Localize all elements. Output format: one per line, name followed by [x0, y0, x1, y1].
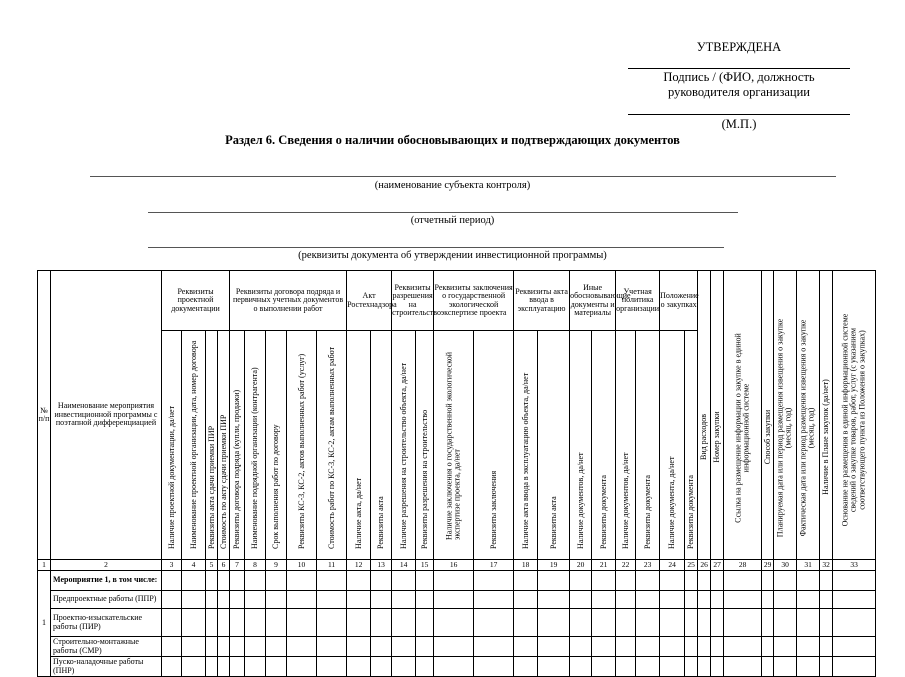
table-cell: [434, 637, 474, 657]
table-cell: [416, 571, 434, 591]
sub-column: Стоимость работ по КС-3, КС-2, актам выполненных работ: [317, 331, 347, 560]
table-cell: [616, 609, 636, 637]
column-purchase-number: Номер закупки: [711, 271, 724, 560]
table-cell: [636, 609, 660, 637]
column-number: № п/п: [38, 271, 51, 560]
table-cell: [371, 609, 392, 637]
table-cell: [371, 591, 392, 609]
table-cell: [636, 571, 660, 591]
row-event-name: Проектно-изыскательские работы (ПИР): [51, 609, 162, 637]
group-contract: Реквизиты договора подряда и первичных учетных документов о выполнении работ: [230, 271, 347, 331]
table-cell: [685, 609, 698, 637]
sub-column: Реквизиты разрешения на строительство: [416, 331, 434, 560]
table-cell: [287, 609, 317, 637]
table-cell: [266, 591, 287, 609]
row-event-name: Предпроектные работы (ППР): [51, 591, 162, 609]
table-cell: [287, 657, 317, 677]
table-cell: [514, 657, 538, 677]
table-row: [38, 571, 876, 591]
table-row: [38, 657, 876, 677]
table-cell: [245, 609, 266, 637]
table-cell: [797, 637, 820, 657]
table-cell: [317, 637, 347, 657]
table-cell: [833, 571, 876, 591]
table-cell: [797, 609, 820, 637]
period-line: [148, 212, 738, 213]
group-design-docs: Реквизиты проектной документации: [162, 271, 230, 331]
column-expense-type: Вид расходов: [698, 271, 711, 560]
table-cell: [698, 609, 711, 637]
table-cell: [287, 591, 317, 609]
table-cell: [762, 571, 774, 591]
table-cell: [218, 637, 230, 657]
column-purchase-method: Способ закупки: [762, 271, 774, 560]
table-cell: [711, 571, 724, 591]
column-non-placement-basis: Основание не размещения в единой информационной системе сведений о закупке товаров, работ, услуг (с указанием соответствующего пункта из Положения о закупках): [833, 271, 876, 560]
table-cell: [317, 571, 347, 591]
table-cell: [474, 571, 514, 591]
sub-column: Наличие проектной документации, да/нет: [162, 331, 182, 560]
table-cell: [266, 609, 287, 637]
subject-caption: (наименование субъекта контроля): [374, 180, 531, 191]
table-cell: [797, 657, 820, 677]
table-cell: [592, 571, 616, 591]
table-cell: [774, 637, 797, 657]
table-cell: [698, 637, 711, 657]
table-cell: [392, 571, 416, 591]
table-cell: [820, 637, 833, 657]
table-cell: [317, 657, 347, 677]
sub-column: Реквизиты документа: [685, 331, 698, 560]
table-cell: [218, 571, 230, 591]
table-cell: [570, 591, 592, 609]
table-cell: [820, 609, 833, 637]
table-cell: [162, 637, 182, 657]
table-cell: [317, 609, 347, 637]
table-cell: [660, 657, 685, 677]
group-building-permit: Реквизиты разрешения на строительство: [392, 271, 434, 331]
table-cell: [636, 591, 660, 609]
table-cell: [245, 657, 266, 677]
group-accounting: Учетная политика организации: [616, 271, 660, 331]
table-cell: [660, 609, 685, 637]
table-cell: [514, 609, 538, 637]
table-cell: [762, 657, 774, 677]
sub-column: Реквизиты договора подряда (купли, продажи): [230, 331, 245, 560]
column-planned-date: Планируемая дата или период размещения извещения о закупке (месяц, год): [774, 271, 797, 560]
column-eis-link: Ссылка на размещение информации о закупке в единой информационной системе: [724, 271, 762, 560]
table-cell: [711, 609, 724, 637]
row-number: 1: [38, 571, 51, 677]
table-cell: [347, 637, 371, 657]
group-other-docs: Иные обосновывающие документы и материалы: [570, 271, 616, 331]
table-cell: [434, 571, 474, 591]
table-cell: [592, 591, 616, 609]
table-cell: [538, 571, 570, 591]
table-cell: [347, 571, 371, 591]
table-cell: [347, 609, 371, 637]
sub-column: Наличие документа, да/нет: [660, 331, 685, 560]
table-cell: [762, 591, 774, 609]
table-cell: [762, 609, 774, 637]
table-cell: [162, 591, 182, 609]
table-cell: [774, 591, 797, 609]
group-rostekhnadzor: Акт Ростехнадзора: [347, 271, 392, 331]
approval-title: УТВЕРЖДЕНА: [696, 40, 782, 54]
table-cell: [230, 657, 245, 677]
table-cell: [698, 591, 711, 609]
table-cell: [616, 657, 636, 677]
table-cell: [724, 637, 762, 657]
table-row: [38, 637, 876, 657]
table-cell: [245, 637, 266, 657]
table-cell: [474, 637, 514, 657]
period-caption: (отчетный период): [410, 215, 495, 226]
stamp-caption: (М.П.): [721, 117, 757, 131]
table-cell: [347, 657, 371, 677]
table-cell: [206, 657, 218, 677]
sub-column: Наличие акта ввода в эксплуатацию объекта, да/нет: [514, 331, 538, 560]
table-cell: [636, 637, 660, 657]
sub-column: Реквизиты акта: [371, 331, 392, 560]
sub-column: Срок выполнения работ по договору: [266, 331, 287, 560]
sub-column: Наличие акта, да/нет: [347, 331, 371, 560]
table-cell: [245, 591, 266, 609]
table-cell: [660, 591, 685, 609]
table-cell: [820, 591, 833, 609]
sub-column: Реквизиты документа: [592, 331, 616, 560]
table-cell: [570, 609, 592, 637]
stamp-line: [628, 114, 850, 115]
table-cell: [162, 609, 182, 637]
sub-column: Реквизиты КС-3, КС-2, актов выполненных работ (услуг): [287, 331, 317, 560]
table-cell: [218, 591, 230, 609]
table-cell: [218, 609, 230, 637]
table-cell: [538, 591, 570, 609]
table-cell: [514, 571, 538, 591]
table-cell: [685, 571, 698, 591]
table-cell: [797, 591, 820, 609]
sub-column: Наименование подрядной организации (контрагента): [245, 331, 266, 560]
row-event-name: Мероприятие 1, в том числе:: [51, 571, 162, 591]
table-cell: [474, 657, 514, 677]
table-cell: [245, 571, 266, 591]
table-row: [38, 609, 876, 637]
table-cell: [538, 657, 570, 677]
table-cell: [230, 591, 245, 609]
table-cell: [774, 657, 797, 677]
table-cell: [392, 657, 416, 677]
program-caption: (реквизиты документа об утверждении инвестиционной программы): [298, 250, 607, 261]
row-event-name: Строительно-монтажные работы (СМР): [51, 637, 162, 657]
sub-column: Наличие документов, да/нет: [616, 331, 636, 560]
table-cell: [182, 591, 206, 609]
sub-column: Реквизиты заключения: [474, 331, 514, 560]
table-cell: [616, 637, 636, 657]
table-cell: [592, 609, 616, 637]
table-cell: [685, 637, 698, 657]
table-cell: [660, 571, 685, 591]
table-cell: [724, 591, 762, 609]
table-cell: [820, 657, 833, 677]
table-cell: [538, 609, 570, 637]
table-cell: [416, 609, 434, 637]
table-cell: [774, 609, 797, 637]
table-row: [38, 591, 876, 609]
table-cell: [230, 637, 245, 657]
table-cell: [266, 571, 287, 591]
sub-column: Наличие документов, да/нет: [570, 331, 592, 560]
table-cell: [724, 657, 762, 677]
table-cell: [474, 609, 514, 637]
program-line: [148, 247, 724, 248]
column-event-name: Наименование мероприятия инвестиционной программы с поэтапной дифференциацией: [51, 271, 162, 560]
table-cell: [392, 637, 416, 657]
table-cell: [514, 591, 538, 609]
table-cell: [570, 637, 592, 657]
table-cell: [182, 609, 206, 637]
table-cell: [416, 591, 434, 609]
table-cell: [685, 591, 698, 609]
column-in-plan: Наличие в Плане закупок (да/нет): [820, 271, 833, 560]
table-cell: [724, 571, 762, 591]
table-cell: [833, 591, 876, 609]
column-actual-date: Фактическая дата или период размещения извещения о закупке (месяц, год): [797, 271, 820, 560]
table-cell: [592, 637, 616, 657]
sub-column: Наличие разрешения на строительство объекта, да/нет: [392, 331, 416, 560]
table-cell: [698, 571, 711, 591]
table-cell: [570, 571, 592, 591]
table-cell: [182, 637, 206, 657]
table-cell: [206, 609, 218, 637]
signature-caption: Подпись / (ФИО, должность руководителя организации: [663, 70, 815, 99]
table-cell: [434, 609, 474, 637]
table-cell: [266, 637, 287, 657]
table-cell: [230, 571, 245, 591]
column-numbers-row: 1 2 3 4 5 6 7 8 9 10 11 12 13 14 15 16 17 18 19 20 21 22 23 24 25 26 27 28 29 30 31 32 33: [38, 560, 876, 571]
group-ecology: Реквизиты заключения о государственной экологической экспертизе проекта: [434, 271, 514, 331]
sub-column: Реквизиты акта: [538, 331, 570, 560]
table-cell: [434, 657, 474, 677]
group-procurement: Положение о закупках: [660, 271, 698, 331]
table-cell: [474, 591, 514, 609]
table-cell: [711, 637, 724, 657]
table-cell: [592, 657, 616, 677]
table-cell: [218, 657, 230, 677]
table-cell: [317, 591, 347, 609]
table-cell: [230, 609, 245, 637]
table-cell: [660, 637, 685, 657]
table-cell: [371, 571, 392, 591]
table-cell: [182, 657, 206, 677]
table-cell: [762, 637, 774, 657]
table-cell: [162, 571, 182, 591]
table-cell: [833, 609, 876, 637]
table-cell: [636, 657, 660, 677]
signature-line: [628, 68, 850, 69]
table-cell: [616, 571, 636, 591]
table-cell: [162, 657, 182, 677]
sub-column: Стоимость по акту сдачи приемки ПИР: [218, 331, 230, 560]
table-cell: [347, 591, 371, 609]
table-cell: [698, 657, 711, 677]
section-title: Раздел 6. Сведения о наличии обосновывающих и подтверждающих документов: [225, 133, 680, 147]
table-cell: [287, 571, 317, 591]
table-cell: [820, 571, 833, 591]
table-cell: [724, 609, 762, 637]
group-commissioning: Реквизиты акта ввода в эксплуатацию: [514, 271, 570, 331]
table-cell: [416, 637, 434, 657]
table-cell: [774, 571, 797, 591]
table-cell: [371, 657, 392, 677]
table-cell: [685, 657, 698, 677]
sub-column: Наличие заключения о государственной экологической экспертизе проекта, да/нет: [434, 331, 474, 560]
row-event-name: Пуско-наладочные работы (ПНР): [51, 657, 162, 677]
table-cell: [182, 571, 206, 591]
table-cell: [616, 591, 636, 609]
table-cell: [371, 637, 392, 657]
table-cell: [392, 609, 416, 637]
table-cell: [416, 657, 434, 677]
table-cell: [206, 571, 218, 591]
documents-table: [37, 270, 876, 677]
table-cell: [797, 571, 820, 591]
sub-column: Наименование проектной организации, дата, номер договора: [182, 331, 206, 560]
table-cell: [833, 637, 876, 657]
table-cell: [711, 657, 724, 677]
subject-line: [90, 176, 836, 177]
table-cell: [538, 637, 570, 657]
table-cell: [206, 591, 218, 609]
sub-column: Реквизиты акта сдачи приемки ПИР: [206, 331, 218, 560]
table-cell: [570, 657, 592, 677]
table-cell: [266, 657, 287, 677]
table-cell: [434, 591, 474, 609]
table-cell: [833, 657, 876, 677]
table-cell: [711, 591, 724, 609]
table-cell: [514, 637, 538, 657]
sub-column: Реквизиты документа: [636, 331, 660, 560]
table-cell: [287, 637, 317, 657]
table-cell: [206, 637, 218, 657]
table-cell: [392, 591, 416, 609]
